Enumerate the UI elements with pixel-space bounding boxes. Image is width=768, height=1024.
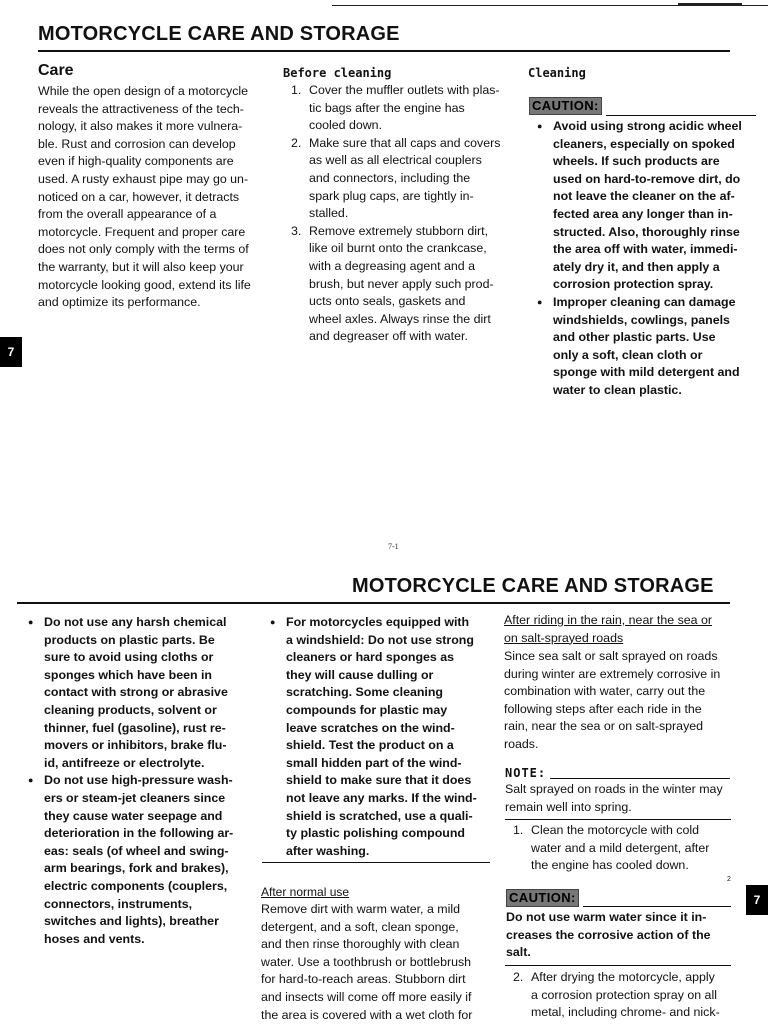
step-2 <box>505 969 737 1022</box>
bullet-line: switches and lights), breather <box>44 914 219 929</box>
caution-line-text: Do not use warm water since it in- <box>506 910 707 924</box>
bullet-line: Avoid using strong acidic wheel <box>553 119 742 133</box>
step-line: Remove extremely stubborn dirt, <box>309 223 489 238</box>
step-line: wheel axles. Always rinse the dirt <box>309 311 491 326</box>
caution-rule-2 <box>583 906 731 907</box>
bullet-line: compounds for plastic may <box>286 702 448 717</box>
page1-title-rule <box>38 50 730 52</box>
cleaning-heading: Cleaning <box>528 66 586 80</box>
step-line: Cover the muffler outlets with plas- <box>309 83 500 97</box>
caution-end-rule <box>262 862 490 863</box>
bullet-item <box>537 118 757 294</box>
bullet-dot: ● <box>537 296 543 307</box>
bullet-line: wheels. If such products are <box>553 154 720 169</box>
care-line: nology, it also makes it more vulnera- <box>38 119 243 134</box>
note-line: Salt sprayed on roads in the winter may <box>505 782 723 796</box>
caution-end-rule-2 <box>505 965 731 966</box>
bullet-line: Do not use any harsh chemical <box>44 615 227 629</box>
bullet-line: ers or steam-jet cleaners since <box>44 790 226 805</box>
step-line: cooled down. <box>309 118 383 133</box>
rain-heading-line: After riding in the rain, near the sea or <box>504 613 713 627</box>
bullet-dot: ● <box>28 775 34 786</box>
step-line: brush, but never apply such prod- <box>309 276 494 291</box>
caution-rule-1 <box>606 115 756 116</box>
bullet-line: they cause water seepage and <box>44 808 223 823</box>
care-line: While the open design of a motorcycle <box>38 84 249 98</box>
bullet-line: leave scratches on the wind- <box>286 720 455 735</box>
bullet-line: contact with strong or abrasive <box>44 685 228 700</box>
step-number: 3. <box>291 223 302 238</box>
step-1 <box>505 822 737 875</box>
after-normal-use-paragraph <box>261 901 493 1024</box>
top-rule <box>332 5 768 6</box>
step-line: stalled. <box>309 206 349 221</box>
step-line: metal, including chrome- and nick- <box>531 1005 720 1020</box>
page-number: 7-1 <box>388 542 399 551</box>
bullet-line: not leave any marks. If the wind- <box>286 790 477 805</box>
caution-line-text: salt. <box>506 945 531 960</box>
bullet-line: movers or inhibitors, brake flu- <box>44 738 227 753</box>
caution-line-text: creases the corrosive action of the <box>506 927 711 942</box>
bullet-line: they will cause dulling or <box>286 667 434 682</box>
step-line: the engine has cooled down. <box>531 858 689 873</box>
plastic-care-bullets <box>28 614 248 948</box>
step-line: with a degreasing agent and a <box>309 258 476 273</box>
rain-heading-line: on salt-sprayed roads <box>504 630 624 645</box>
bullet-line: cleaners or hard sponges as <box>286 650 455 665</box>
bullet-line: small hidden part of the wind- <box>286 755 462 770</box>
care-paragraph <box>38 83 266 312</box>
bullet-item <box>28 772 248 948</box>
bullet-item <box>537 294 757 400</box>
care-line: used. A rusty exhaust pipe may go un- <box>38 171 249 186</box>
step-line: Clean the motorcycle with cold <box>531 823 700 837</box>
bullet-line: electric components (couplers, <box>44 878 228 893</box>
bullet-line: ty plastic polishing compound <box>286 826 465 841</box>
care-heading: Care <box>38 62 74 79</box>
step-number: 1. <box>513 823 524 837</box>
bullet-line: Do not use high-pressure wash- <box>44 773 233 788</box>
bullet-line: sponges which have been in <box>44 667 212 682</box>
chapter-tab-left: 7 <box>0 337 22 367</box>
bullet-line: eas: seals (of wheel and swing- <box>44 843 229 858</box>
bullet-line: windshields, cowlings, panels <box>553 312 730 327</box>
bullet-line: thinner, fuel (gasoline), rust re- <box>44 720 226 735</box>
bullet-line: and other plastic parts. Use <box>553 330 716 345</box>
page2-title-rule <box>17 602 730 604</box>
bullet-line: sponge with mild detergent and <box>553 365 740 380</box>
care-line: ble. Rust and corrosion can develop <box>38 136 236 151</box>
bullet-line: scratching. Some cleaning <box>286 685 443 700</box>
bullet-line: sure to avoid using cloths or <box>44 650 214 665</box>
care-line: does not only comply with the terms of <box>38 242 249 257</box>
top-rule-thick <box>678 3 742 5</box>
rain-line: rain, near the sea or on salt-sprayed <box>504 719 704 734</box>
bullet-dot: ● <box>537 121 543 131</box>
bullet-line: arm bearings, fork and brakes), <box>44 861 229 876</box>
windshield-bullet <box>270 614 492 860</box>
before-cleaning-heading: Before cleaning <box>283 66 392 80</box>
caution-warm-water <box>506 909 736 962</box>
bullet-line: shield to make sure that it does <box>286 773 472 788</box>
step-line: a corrosion protection spray on all <box>531 987 717 1002</box>
step-line: as well as all electrical couplers <box>309 153 482 168</box>
step-line: spark plug caps, are tightly in- <box>309 188 474 203</box>
normal-use-line: detergent, and a soft, clean sponge, <box>261 919 459 934</box>
after-rain-heading <box>504 612 734 647</box>
care-line: from the overall appearance of a <box>38 207 217 222</box>
normal-use-line: Remove dirt with warm water, a mild <box>261 902 460 916</box>
note-rule <box>550 778 730 779</box>
after-normal-use-heading: After normal use <box>261 885 350 899</box>
step-line: Make sure that all caps and covers <box>309 135 501 150</box>
before-cleaning-steps <box>283 82 513 346</box>
normal-use-line: the area is covered with a wet cloth for <box>261 1007 473 1022</box>
step-item <box>283 135 513 223</box>
bullet-line: Improper cleaning can damage <box>553 294 736 309</box>
bullet-line: id, antifreeze or electrolyte. <box>44 755 205 770</box>
step-number: 2. <box>513 970 524 984</box>
bullet-line: after washing. <box>286 843 370 858</box>
step-item <box>283 82 513 135</box>
bullet-line: hoses and vents. <box>44 931 145 946</box>
bullet-line: a windshield: Do not use strong <box>286 632 474 647</box>
small-mark: 2 <box>727 876 731 883</box>
step-line: and connectors, including the <box>309 170 471 185</box>
chapter-tab-right: 7 <box>746 885 768 915</box>
note-line: remain well into spring. <box>505 799 632 814</box>
note-label: NOTE: <box>505 766 547 780</box>
bullet-line: fected area any longer than in- <box>553 206 733 221</box>
bullet-item <box>28 614 248 772</box>
step-line: water and a mild detergent, after <box>531 840 710 855</box>
bullet-line: only a soft, clean cloth or <box>553 347 703 362</box>
page2-title: MOTORCYCLE CARE AND STORAGE <box>352 575 714 597</box>
care-line: noticed on a car, however, it detracts <box>38 189 240 204</box>
rain-line: roads. <box>504 736 539 751</box>
bullet-line: shield. Test the product on a <box>286 738 454 753</box>
bullet-line: For motorcycles equipped with <box>286 615 470 629</box>
cleaning-caution-bullets <box>537 118 757 400</box>
bullet-dot: ● <box>28 617 34 627</box>
rain-line: combination with water, carry out the <box>504 684 706 699</box>
step-item <box>283 223 513 346</box>
care-line: the warranty, but it will also keep your <box>38 259 244 274</box>
bullet-line: the area off with water, immedi- <box>553 242 738 257</box>
care-line: reveals the attractiveness of the tech- <box>38 101 244 116</box>
bullet-line: cleaners, especially on spoked <box>553 136 735 151</box>
care-line: and optimize its performance. <box>38 295 201 310</box>
note-end-rule <box>505 819 731 820</box>
rain-line: Since sea salt or salt sprayed on roads <box>504 649 718 663</box>
step-line: like oil burnt onto the crankcase, <box>309 241 487 256</box>
bullet-dot: ● <box>270 617 276 627</box>
bullet-line: not leave the cleaner on the af- <box>553 189 735 204</box>
bullet-line: cleaning products, solvent or <box>44 702 217 717</box>
normal-use-line: water. Use a toothbrush or bottlebrush <box>261 954 472 969</box>
bullet-line: products on plastic parts. Be <box>44 632 215 647</box>
step-item <box>505 822 737 875</box>
normal-use-line: for hard-to-reach areas. Stubborn dirt <box>261 972 466 987</box>
bullet-line: corrosion protection spray. <box>553 277 714 292</box>
step-number: 1. <box>291 83 302 97</box>
step-item <box>505 969 737 1022</box>
care-line: motorcycle looking good, extend its life <box>38 277 251 292</box>
after-rain-paragraph <box>504 648 734 754</box>
bullet-item <box>270 614 492 860</box>
bullet-line: connectors, instruments, <box>44 896 193 911</box>
bullet-line: shield is scratched, use a quali- <box>286 808 473 823</box>
care-line: even if high-quality components are <box>38 154 234 169</box>
note-paragraph <box>505 781 735 816</box>
step-number: 2. <box>291 135 302 150</box>
bullet-line: deterioration in the following ar- <box>44 826 234 841</box>
caution-label-2: CAUTION: <box>506 889 579 907</box>
page1-title: MOTORCYCLE CARE AND STORAGE <box>38 23 400 45</box>
step-line: ucts onto seals, gaskets and <box>309 294 466 309</box>
normal-use-line: and insects will come off more easily if <box>261 989 472 1004</box>
rain-line: during winter are extremely corrosive in <box>504 666 721 681</box>
bullet-line: water to clean plastic. <box>553 382 682 397</box>
bullet-line: ately dry it, and then apply a <box>553 259 720 274</box>
normal-use-line: and then rinse thoroughly with clean <box>261 937 460 952</box>
caution-label-1: CAUTION: <box>529 97 602 115</box>
bullet-line: structed. Also, thoroughly rinse <box>553 224 740 239</box>
step-line: tic bags after the engine has <box>309 100 465 115</box>
care-line: motorcycle. Frequent and proper care <box>38 224 246 239</box>
step-line: and degreaser off with water. <box>309 329 468 344</box>
step-line: After drying the motorcycle, apply <box>531 970 715 984</box>
rain-line: following steps after each ride in the <box>504 701 702 716</box>
bullet-line: used on hard-to-remove dirt, do <box>553 171 741 186</box>
